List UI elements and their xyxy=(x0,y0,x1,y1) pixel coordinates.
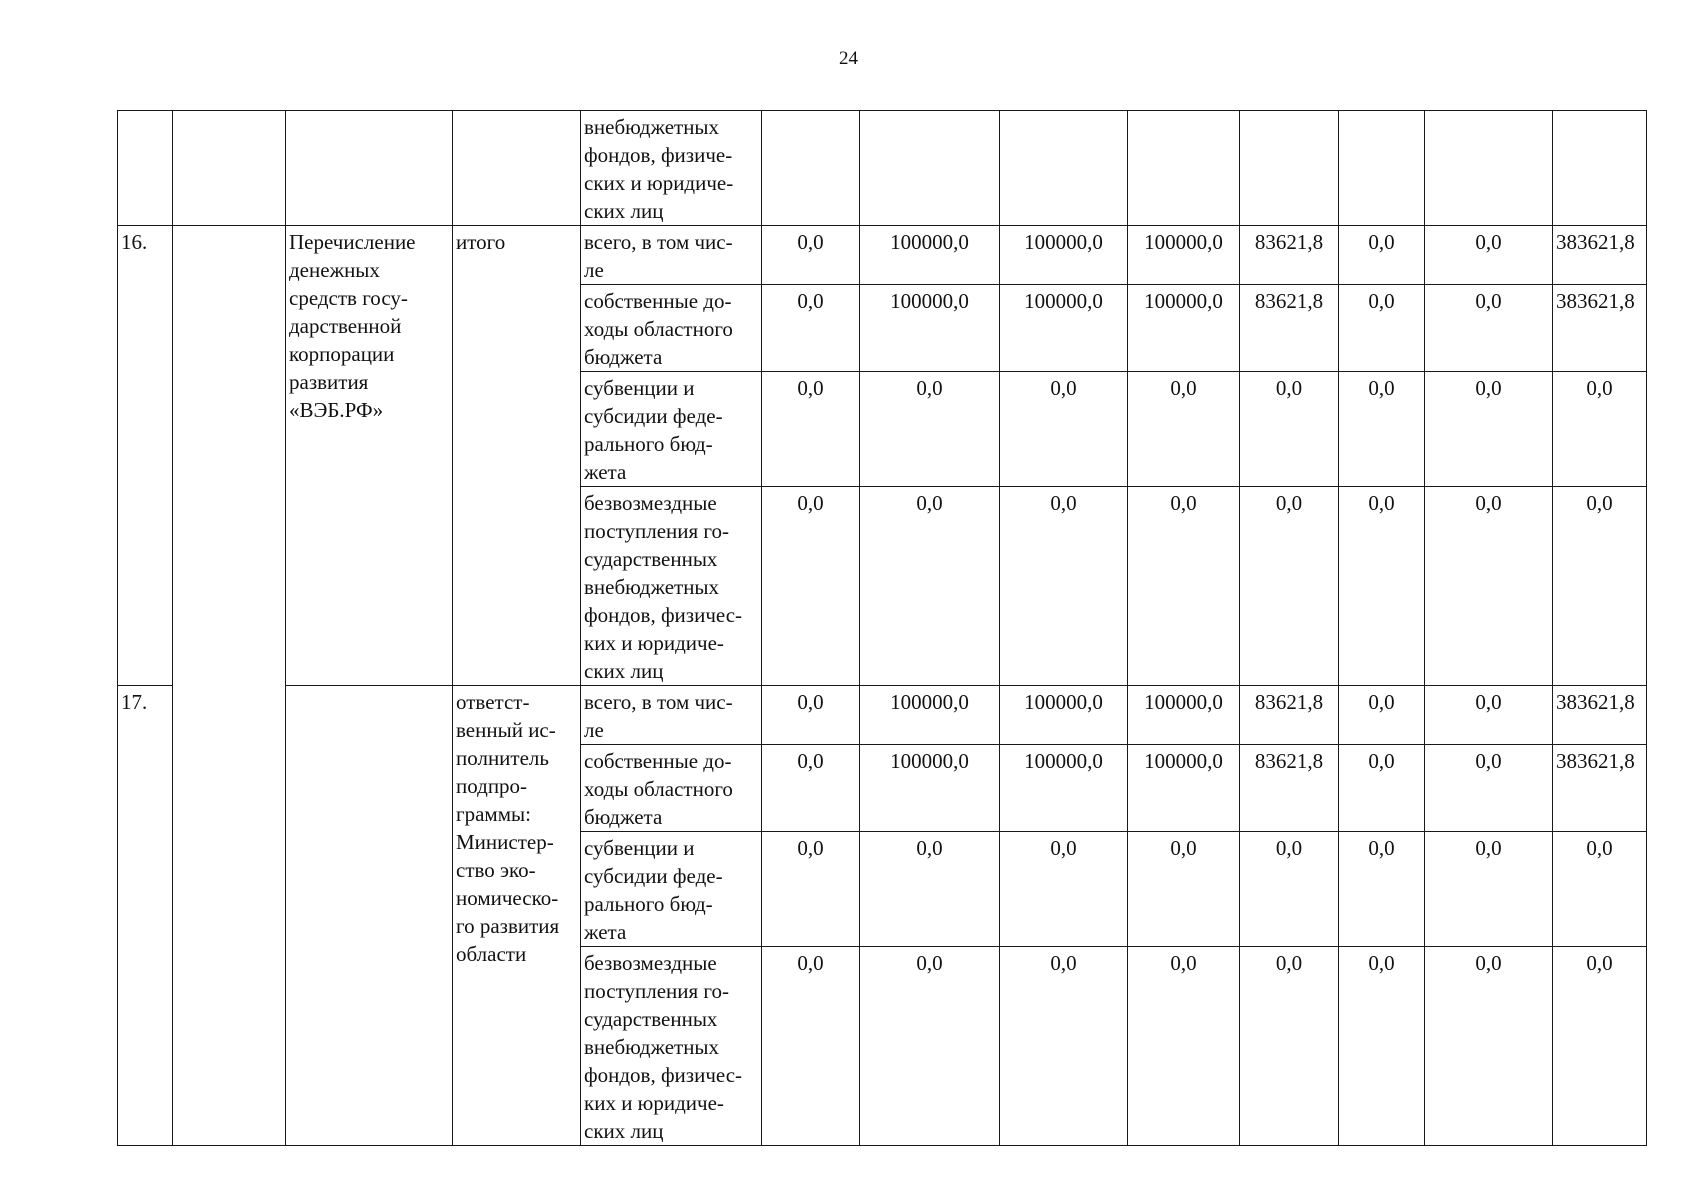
value-cell: 0,0 xyxy=(762,947,860,1146)
value-cell: 0,0 xyxy=(762,487,860,686)
value-cell: 0,0 xyxy=(1553,947,1647,1146)
value-cell: 0,0 xyxy=(1339,372,1425,487)
value-cell: 83621,8 xyxy=(1240,686,1339,745)
value-cell xyxy=(860,111,1000,226)
value-cell: 0,0 xyxy=(1425,832,1553,947)
page-number: 24 xyxy=(839,48,858,69)
executor-name: итого xyxy=(453,226,581,686)
index-cell xyxy=(118,111,173,226)
value-cell xyxy=(1553,111,1647,226)
value-cell: 0,0 xyxy=(762,686,860,745)
table-row xyxy=(118,226,1647,285)
value-cell: 0,0 xyxy=(1425,686,1553,745)
value-cell: 0,0 xyxy=(1425,745,1553,832)
value-cell: 0,0 xyxy=(762,832,860,947)
value-cell: 0,0 xyxy=(1128,372,1240,487)
value-cell: 100000,0 xyxy=(1128,285,1240,372)
value-cell xyxy=(1339,111,1425,226)
value-cell: 0,0 xyxy=(1553,832,1647,947)
value-cell: 0,0 xyxy=(1553,487,1647,686)
value-cell: 100000,0 xyxy=(1128,745,1240,832)
value-cell: 0,0 xyxy=(762,372,860,487)
value-cell: 383621,8 xyxy=(1553,226,1647,285)
value-cell: 0,0 xyxy=(1553,372,1647,487)
funding-source: безвозмездные поступления го- сударственных внебюджетных фондов, физичес- ких и юридиче- ских лиц xyxy=(581,487,762,686)
subprogram-cell xyxy=(173,111,286,226)
executor-cell xyxy=(453,111,581,226)
value-cell: 0,0 xyxy=(1000,372,1128,487)
funding-source: собственные до- ходы областного бюджета xyxy=(581,285,762,372)
value-cell: 0,0 xyxy=(1339,947,1425,1146)
event-cell xyxy=(286,111,453,226)
value-cell: 0,0 xyxy=(1000,947,1128,1146)
value-cell: 0,0 xyxy=(1000,832,1128,947)
table-row xyxy=(118,686,1647,745)
value-cell: 0,0 xyxy=(1339,745,1425,832)
value-cell xyxy=(1425,111,1553,226)
value-cell: 0,0 xyxy=(1240,487,1339,686)
value-cell xyxy=(1128,111,1240,226)
value-cell: 100000,0 xyxy=(860,226,1000,285)
value-cell: 100000,0 xyxy=(860,745,1000,832)
value-cell: 0,0 xyxy=(1000,487,1128,686)
value-cell: 0,0 xyxy=(1425,947,1553,1146)
value-cell: 100000,0 xyxy=(860,686,1000,745)
continuation-row xyxy=(118,111,1647,226)
subprogram-cell xyxy=(173,226,286,1146)
event-name: Перечисление денежных средств госу- дарственной корпорации развития «ВЭБ.РФ» xyxy=(286,226,453,686)
executor-name: ответст- венный ис- полнитель подпро- граммы: Министер- ство эко- номическо- го развития области xyxy=(453,686,581,1146)
row-index: 17. xyxy=(118,686,173,1146)
value-cell: 100000,0 xyxy=(1000,745,1128,832)
value-cell: 0,0 xyxy=(1339,487,1425,686)
value-cell: 383621,8 xyxy=(1553,285,1647,372)
value-cell: 100000,0 xyxy=(1128,226,1240,285)
value-cell xyxy=(762,111,860,226)
value-cell: 100000,0 xyxy=(860,285,1000,372)
value-cell: 0,0 xyxy=(1128,487,1240,686)
value-cell: 83621,8 xyxy=(1240,745,1339,832)
value-cell: 100000,0 xyxy=(1000,226,1128,285)
value-cell: 100000,0 xyxy=(1128,686,1240,745)
value-cell: 0,0 xyxy=(1425,226,1553,285)
budget-table xyxy=(117,110,1647,1146)
value-cell xyxy=(1240,111,1339,226)
value-cell: 0,0 xyxy=(762,226,860,285)
value-cell: 0,0 xyxy=(860,947,1000,1146)
funding-source: всего, в том чис- ле xyxy=(581,686,762,745)
value-cell: 383621,8 xyxy=(1553,686,1647,745)
value-cell: 0,0 xyxy=(1339,832,1425,947)
funding-source: субвенции и субсидии феде- рального бюд- жета xyxy=(581,372,762,487)
value-cell: 0,0 xyxy=(762,285,860,372)
value-cell: 0,0 xyxy=(1425,372,1553,487)
value-cell: 0,0 xyxy=(1240,947,1339,1146)
event-name xyxy=(286,686,453,1146)
value-cell: 0,0 xyxy=(1240,372,1339,487)
value-cell: 0,0 xyxy=(1339,226,1425,285)
value-cell: 83621,8 xyxy=(1240,285,1339,372)
funding-source: собственные до- ходы областного бюджета xyxy=(581,745,762,832)
value-cell: 0,0 xyxy=(1425,487,1553,686)
row-index: 16. xyxy=(118,226,173,686)
funding-source-cell: внебюджетных фондов, физиче- ских и юридиче- ских лиц xyxy=(581,111,762,226)
value-cell: 0,0 xyxy=(1425,285,1553,372)
value-cell: 0,0 xyxy=(762,745,860,832)
value-cell: 0,0 xyxy=(860,832,1000,947)
value-cell: 83621,8 xyxy=(1240,226,1339,285)
funding-source: всего, в том чис- ле xyxy=(581,226,762,285)
value-cell: 0,0 xyxy=(860,372,1000,487)
value-cell: 0,0 xyxy=(1339,686,1425,745)
value-cell xyxy=(1000,111,1128,226)
value-cell: 0,0 xyxy=(1339,285,1425,372)
value-cell: 100000,0 xyxy=(1000,285,1128,372)
funding-source: субвенции и субсидии феде- рального бюд- жета xyxy=(581,832,762,947)
value-cell: 0,0 xyxy=(1128,832,1240,947)
value-cell: 0,0 xyxy=(1128,947,1240,1146)
funding-source: безвозмездные поступления го- сударственных внебюджетных фондов, физичес- ких и юридиче- ских лиц xyxy=(581,947,762,1146)
value-cell: 100000,0 xyxy=(1000,686,1128,745)
value-cell: 0,0 xyxy=(1240,832,1339,947)
value-cell: 0,0 xyxy=(860,487,1000,686)
value-cell: 383621,8 xyxy=(1553,745,1647,832)
